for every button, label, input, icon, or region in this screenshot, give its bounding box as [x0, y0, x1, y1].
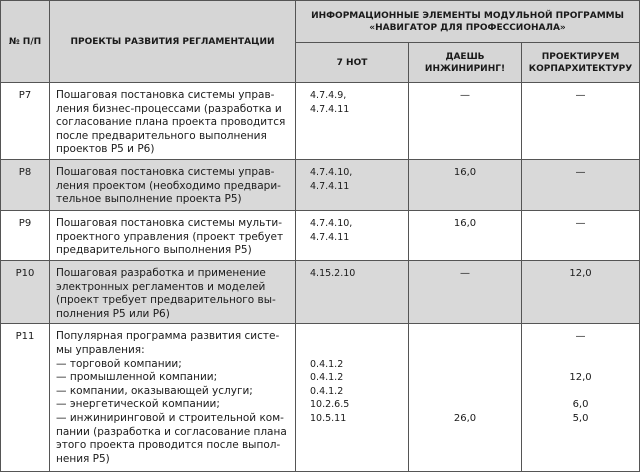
- table-row: [1, 210, 640, 260]
- row-desc: Пошаговая разработка и применение электронных регламентов и моделей (проект требует предварительного вы-полнения Р5 или Р6): [50, 260, 296, 323]
- row-proekt: 12,0: [522, 260, 640, 323]
- row-codes: 4.7.4.9, 4.7.4.11: [296, 83, 409, 160]
- row-proekt: —: [522, 210, 640, 260]
- row-proekt: — 12,0 6,0 5,0: [522, 324, 640, 472]
- table-row: [1, 260, 640, 323]
- row-num: Р8: [1, 159, 50, 210]
- row-desc: Популярная программа развития систе- мы управления: — торговой компании; — промышленной компании; — компании, оказывающей услуги; — энергетической компании; — инжиниринговой и строительной ком- пании (разработка и согласование плана этого проекта проводится после выпол- нения Р5): [50, 324, 296, 472]
- row-desc: Пошаговая постановка системы мульти-проектного управления (проект требует предварительного выполнения Р5): [50, 210, 296, 260]
- row-dashe: 16,0: [409, 159, 522, 210]
- header-group: ИНФОРМАЦИОННЫЕ ЭЛЕМЕНТЫ МОДУЛЬНОЙ ПРОГРАММЫ «НАВИГАТОР ДЛЯ ПРОФЕССИОНАЛА»: [296, 1, 640, 43]
- header-proekt: ПРОЕКТИРУЕМ КОРПАРХИТЕКТУРУ: [522, 43, 640, 83]
- row-proekt: —: [522, 159, 640, 210]
- table-row: [1, 83, 640, 160]
- row-num: Р9: [1, 210, 50, 260]
- table-row: [1, 159, 640, 210]
- row-num: Р11: [1, 324, 50, 472]
- row-desc: Пошаговая постановка системы управ-ления бизнес-процессами (разработка и согласование плана проекта проводится после предварительного выполнения проектов Р5 и Р6): [50, 83, 296, 160]
- row-num: Р7: [1, 83, 50, 160]
- row-dashe: 26,0: [409, 324, 522, 472]
- row-num: Р10: [1, 260, 50, 323]
- row-codes: 4.7.4.10, 4.7.4.11: [296, 210, 409, 260]
- header-num: № П/П: [1, 1, 50, 83]
- row-desc: Пошаговая постановка системы управ-ления проектом (необходимо предвари-тельное выполнение проекта Р5): [50, 159, 296, 210]
- row-dashe: —: [409, 260, 522, 323]
- table-row: [1, 324, 640, 472]
- row-codes: 4.15.2.10: [296, 260, 409, 323]
- row-codes: 0.4.1.2 0.4.1.2 0.4.1.2 10.2.6.5 10.5.11: [296, 324, 409, 472]
- row-dashe: 16,0: [409, 210, 522, 260]
- header-dashe: ДАЕШЬ ИНЖИНИРИНГ!: [409, 43, 522, 83]
- row-proekt: —: [522, 83, 640, 160]
- header-projects: ПРОЕКТЫ РАЗВИТИЯ РЕГЛАМЕНТАЦИИ: [50, 1, 296, 83]
- row-codes: 4.7.4.10, 4.7.4.11: [296, 159, 409, 210]
- row-dashe: —: [409, 83, 522, 160]
- header-7not: 7 НОТ: [296, 43, 409, 83]
